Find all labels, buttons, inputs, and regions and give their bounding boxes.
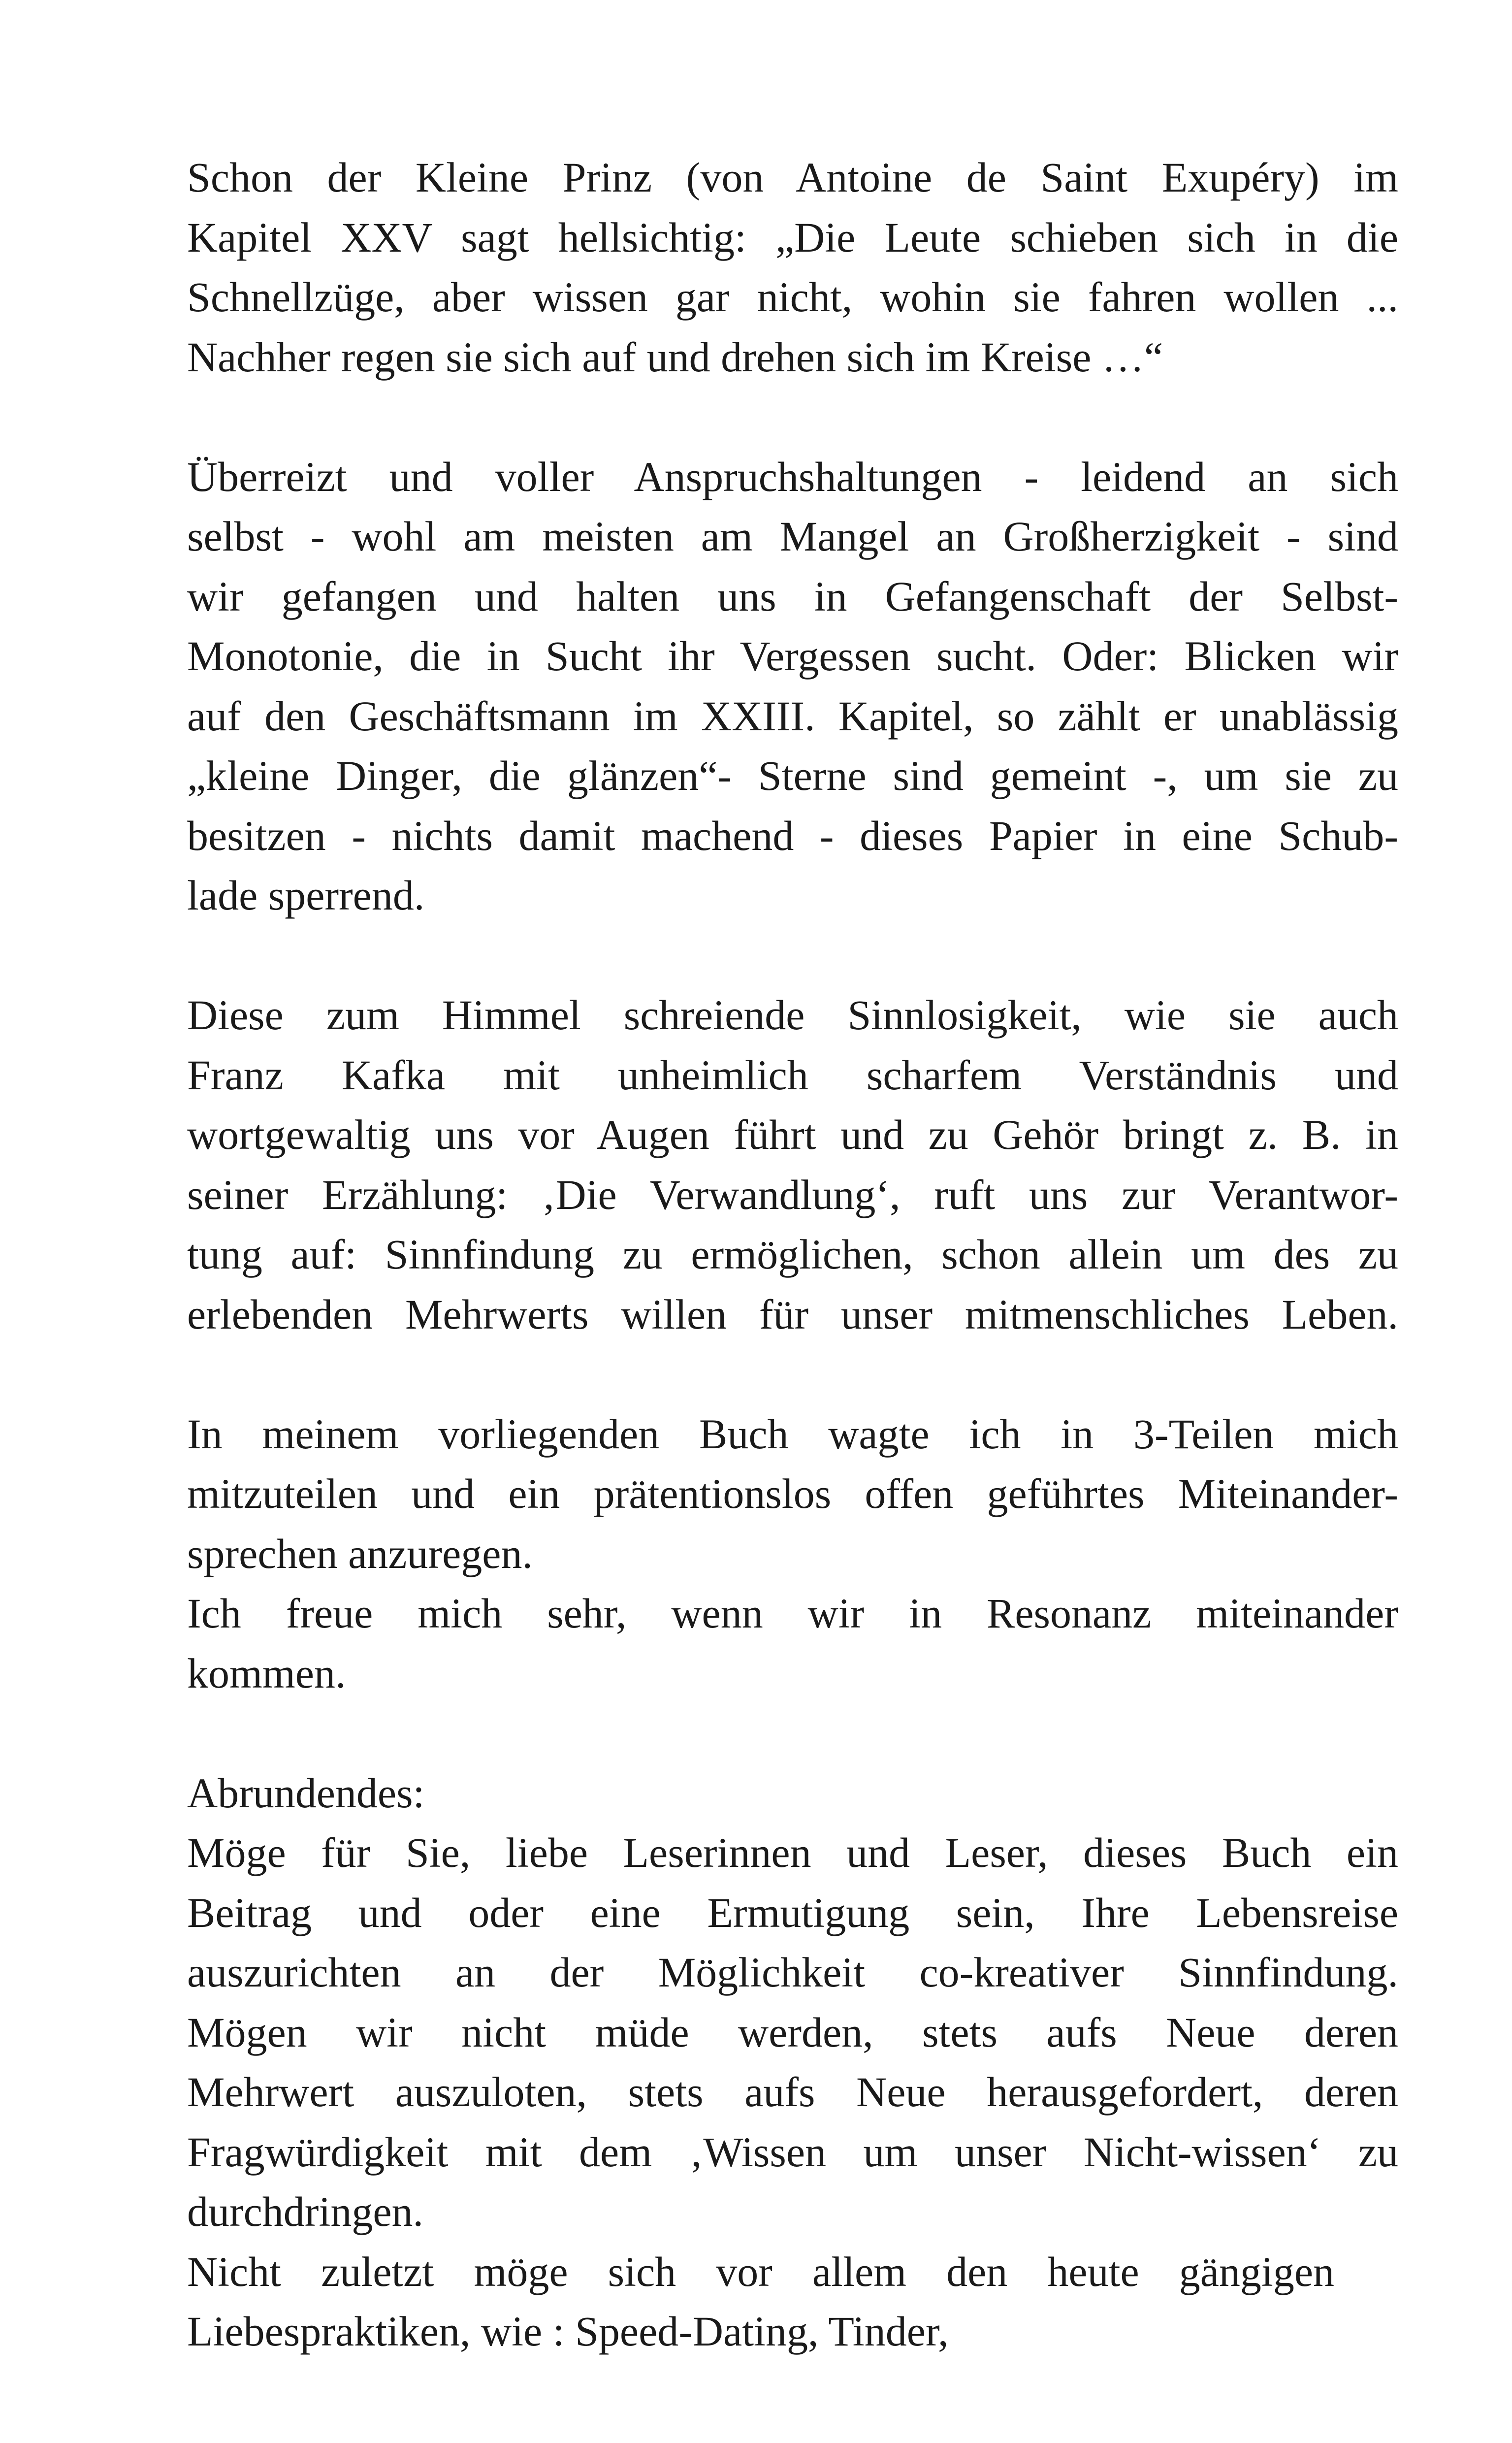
text-line: Schon der Kleine Prinz (von Antoine de Saint Exupéry) im <box>187 154 1398 201</box>
text-line: mitzuteilen und ein prätentionslos offen geführtes Miteinander- <box>187 1470 1398 1517</box>
text-line: wortgewaltig uns vor Augen führt und zu Gehör bringt z. B. in <box>187 1111 1398 1158</box>
text-line: besitzen - nichts damit machend - dieses Papier in eine Schub- <box>187 812 1398 859</box>
text-line: erlebenden Mehrwerts willen für unser mitmenschliches Leben. <box>187 1290 1398 1338</box>
text-line: Schnellzüge, aber wissen gar nicht, wohin sie fahren wollen ... <box>187 273 1398 321</box>
text-line: Franz Kafka mit unheimlich scharfem Verständnis und <box>187 1051 1398 1099</box>
paragraph <box>187 1763 1398 2362</box>
body-text <box>187 148 1398 2362</box>
text-line: Diese zum Himmel schreiende Sinnlosigkeit, wie sie auch <box>187 991 1398 1039</box>
text-line: Nicht zuletzt möge sich vor allem den heute gängigen <box>187 2248 1334 2295</box>
paragraph <box>187 447 1398 926</box>
text-line: „kleine Dinger, die glänzen“- Sterne sind gemeint -, um sie zu <box>187 752 1398 799</box>
text-line: Liebespraktiken, wie : Speed-Dating, Tinder, <box>187 2308 949 2355</box>
text-line: Mögen wir nicht müde werden, stets aufs Neue deren <box>187 2008 1398 2056</box>
text-line: seiner Erzählung: ‚Die Verwandlung‘, ruft uns zur Verantwor- <box>187 1171 1398 1218</box>
text-line: auszurichten an der Möglichkeit co-kreativer Sinnfindung. <box>187 1949 1398 1996</box>
text-line: kommen. <box>187 1649 346 1697</box>
text-line: tung auf: Sinnfindung zu ermöglichen, schon allein um des zu <box>187 1231 1398 1278</box>
text-line: lade sperrend. <box>187 872 425 919</box>
text-line: Mehrwert auszuloten, stets aufs Neue herausgefordert, deren <box>187 2068 1398 2116</box>
text-line: sprechen anzuregen. <box>187 1530 533 1577</box>
text-line: Nachher regen sie sich auf und drehen sich im Kreise …“ <box>187 333 1163 381</box>
paragraph-gap <box>187 1703 1398 1763</box>
paragraph <box>187 148 1398 387</box>
document-page <box>187 148 1398 2362</box>
text-line: durchdringen. <box>187 2188 424 2235</box>
paragraph <box>187 1404 1398 1704</box>
paragraph-gap <box>187 387 1398 447</box>
paragraph-gap <box>187 926 1398 986</box>
text-line: Beitrag und oder eine Ermutigung sein, Ihre Lebensreise <box>187 1889 1398 1936</box>
text-line: In meinem vorliegenden Buch wagte ich in 3-Teilen mich <box>187 1410 1398 1458</box>
text-line: Kapitel XXV sagt hellsichtig: „Die Leute schieben sich in die <box>187 213 1398 261</box>
paragraph-gap <box>187 1344 1398 1404</box>
text-line: Überreizt und voller Anspruchshaltungen - leidend an sich <box>187 453 1398 500</box>
text-line: Abrundendes: <box>187 1769 425 1817</box>
text-line: Fragwürdigkeit mit dem ‚Wissen um unser Nicht-wissen‘ zu <box>187 2128 1398 2176</box>
text-line: wir gefangen und halten uns in Gefangenschaft der Selbst- <box>187 572 1398 620</box>
text-line: Möge für Sie, liebe Leserinnen und Leser, dieses Buch ein <box>187 1829 1398 1876</box>
text-line: Monotonie, die in Sucht ihr Vergessen sucht. Oder: Blicken wir <box>187 632 1398 680</box>
paragraph <box>187 985 1398 1344</box>
text-line: auf den Geschäftsmann im XXIII. Kapitel, so zählt er unablässig <box>187 692 1398 740</box>
text-line: selbst - wohl am meisten am Mangel an Großherzigkeit - sind <box>187 513 1398 560</box>
text-line: Ich freue mich sehr, wenn wir in Resonanz miteinander <box>187 1590 1398 1637</box>
